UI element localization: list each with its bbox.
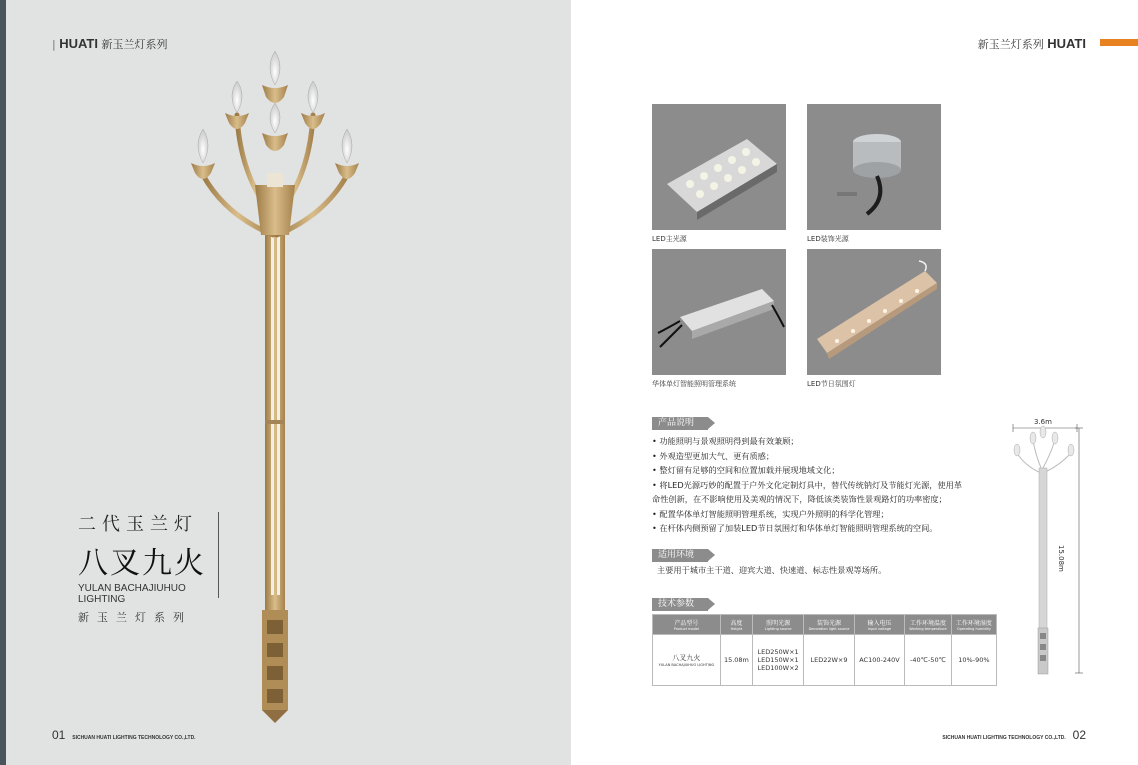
cell-temperature: -40℃-50℃ bbox=[905, 635, 952, 686]
right-header bbox=[978, 36, 1086, 52]
header-temperature: 工作环境温度 Working temperature bbox=[905, 615, 952, 635]
left-header: | HUATI 新玉兰灯系列 bbox=[52, 36, 168, 51]
title-line1: 二代玉兰灯 bbox=[78, 514, 198, 535]
header-voltage: 输入电压 Input voltage bbox=[854, 615, 904, 635]
section-label-specs: 技术参数 bbox=[652, 598, 708, 611]
description-line: • 功能照明与景观照明得到最有效兼顾； bbox=[652, 436, 799, 446]
cell-voltage: AC100-240V bbox=[854, 635, 904, 686]
product-title-block bbox=[78, 510, 218, 625]
title-series: 新玉兰灯系列 bbox=[78, 611, 192, 624]
photo-led-main-source bbox=[652, 104, 786, 230]
series-name: 新玉兰灯系列 bbox=[977, 38, 1044, 51]
brand-name: HUATI bbox=[1047, 36, 1086, 51]
description-line: 命性创新，在不影响使用及美观的情况下，降低该类装饰性景观路灯的功率密度； bbox=[652, 494, 947, 504]
title-line2: 八叉九火 bbox=[78, 546, 206, 581]
left-footer bbox=[52, 728, 196, 742]
description-line: • 外观造型更加大气、更有质感； bbox=[652, 450, 775, 461]
description-line: • 在杆体内侧预留了加装LED节日氛围灯和华体单灯智能照明管理系统的空间。 bbox=[652, 523, 938, 533]
section-label-description: 产品说明 bbox=[652, 417, 708, 430]
spec-data-row bbox=[653, 635, 997, 686]
section-label-environment: 适用环境 bbox=[652, 549, 708, 562]
page-number: 02 bbox=[1072, 728, 1086, 742]
photo-caption: 华体单灯智能照明管理系统 bbox=[652, 380, 736, 388]
header-height: 高度 Height bbox=[720, 615, 752, 635]
cell-height: 15.08m bbox=[720, 635, 752, 686]
series-name: 新玉兰灯系列 bbox=[101, 38, 168, 51]
accent-bar bbox=[1100, 39, 1138, 46]
company-name: SICHUAN HUATI LIGHTING TECHNOLOGY CO.,LTD. bbox=[942, 735, 1066, 741]
cell-model: 八叉九火 YULAN BACHAJIUHUO LIGHTING bbox=[653, 635, 721, 686]
description-line: • 整灯留有足够的空间和位置加载并展现地域文化； bbox=[652, 465, 840, 475]
cell-decoration-source: LED22W×9 bbox=[804, 635, 855, 686]
height-label: 15.08m bbox=[1057, 545, 1065, 572]
spec-header-row bbox=[653, 615, 997, 635]
page-edge bbox=[0, 0, 6, 765]
dimension-drawing bbox=[1005, 418, 1095, 678]
width-label: 3.6m bbox=[1034, 418, 1052, 426]
header-decoration-source: 装饰光源 Decoration light source bbox=[804, 615, 855, 635]
photo-led-decoration-source bbox=[807, 104, 941, 230]
cell-humidity: 10%-90% bbox=[951, 635, 996, 686]
spec-table bbox=[652, 614, 997, 686]
environment-text: 主要用于城市主干道、迎宾大道、快速道、标志性景观等场所。 bbox=[657, 565, 887, 575]
cell-lighting-source: LED250W×1 LED150W×1 LED100W×2 bbox=[753, 635, 804, 686]
photo-caption: LED主光源 bbox=[652, 235, 687, 243]
photo-led-holiday-light bbox=[807, 249, 941, 375]
header-humidity: 工作环境湿度 Operating humidity bbox=[951, 615, 996, 635]
right-footer bbox=[942, 728, 1086, 742]
header-model: 产品型号 Product model bbox=[653, 615, 721, 635]
description-line: • 将LED光源巧妙的配置于户外文化定制灯具中，替代传统钠灯及节能灯光源，使用革 bbox=[652, 479, 963, 490]
company-name: SICHUAN HUATI LIGHTING TECHNOLOGY CO.,LTD. bbox=[72, 735, 196, 741]
photo-smart-lighting-system bbox=[652, 249, 786, 375]
title-divider bbox=[218, 512, 219, 598]
brand-name: HUATI bbox=[59, 36, 98, 51]
photo-caption: LED节日氛围灯 bbox=[807, 380, 856, 388]
description-list bbox=[652, 434, 997, 536]
page-number: 01 bbox=[52, 728, 66, 742]
header-lighting-source: 照明光源 Lighting source bbox=[753, 615, 804, 635]
description-line: • 配置华体单灯智能照明管理系统，实现户外照明的科学化管理； bbox=[652, 508, 889, 519]
title-english: YULAN BACHAJIUHUO LIGHTING bbox=[78, 583, 186, 605]
photo-caption: LED装饰光源 bbox=[807, 235, 849, 243]
